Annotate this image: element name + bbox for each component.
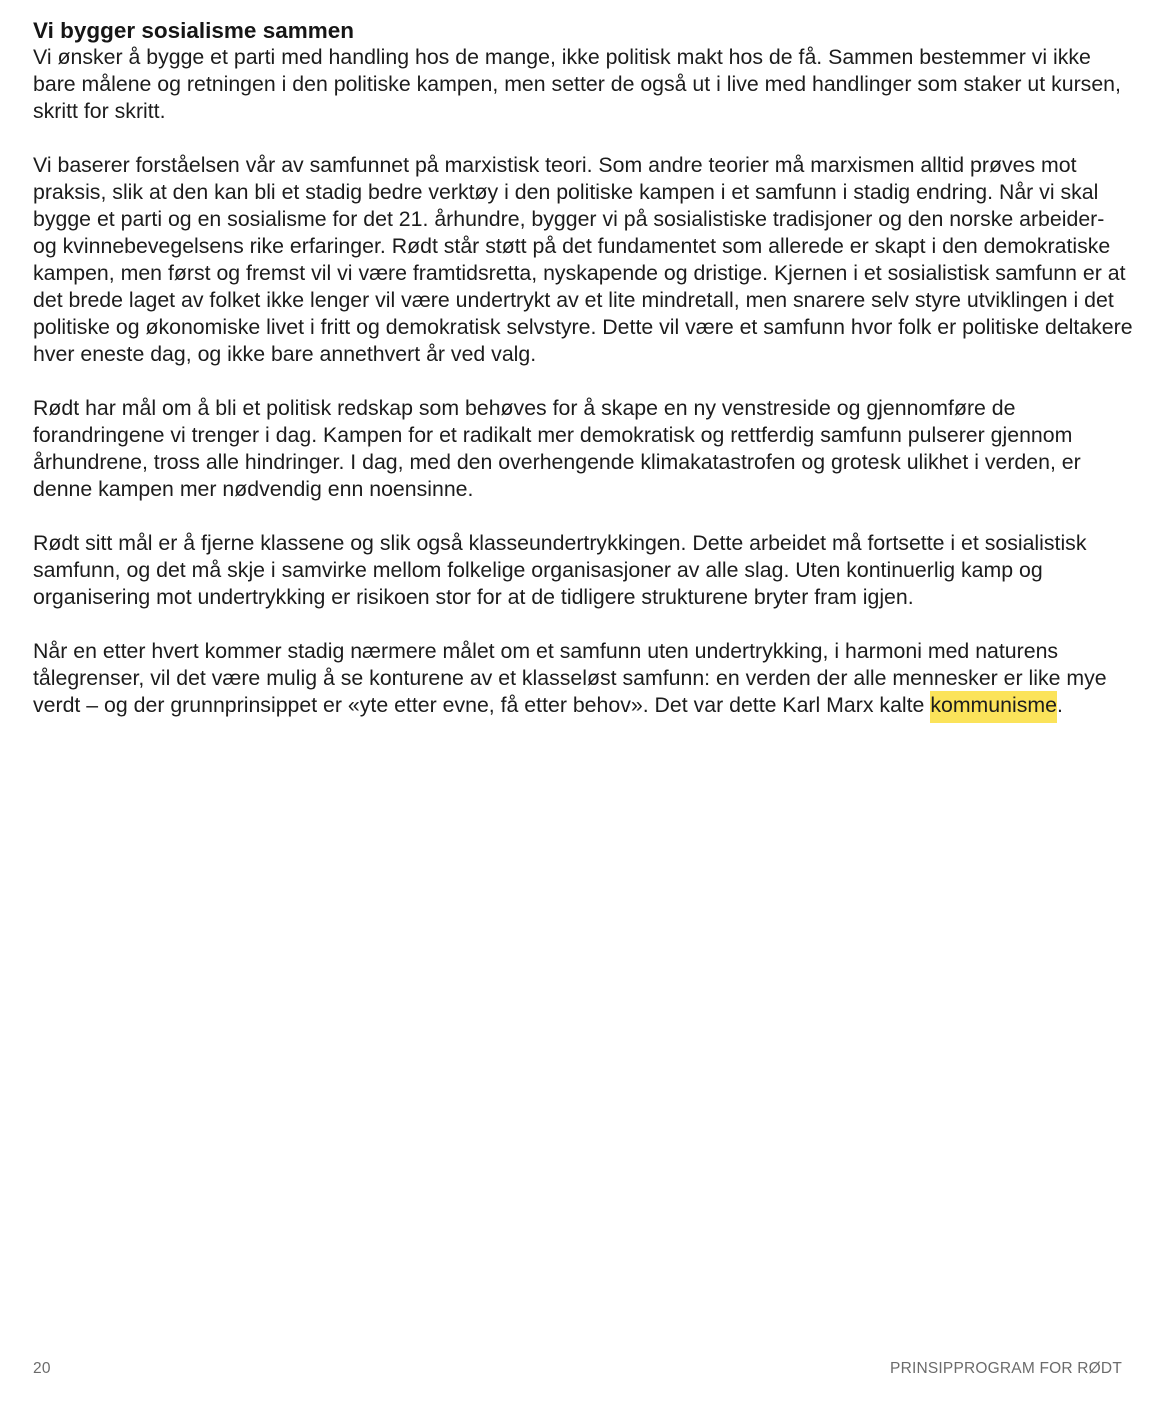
document-title: PRINSIPPROGRAM FOR RØDT	[890, 1360, 1122, 1377]
highlighted-term[interactable]: kommunisme	[930, 691, 1057, 723]
paragraph-1: Vi ønsker å bygge et parti med handling hos de mange, ikke politisk makt hos de få. Sammen bestemmer vi ikke bare målene og retningen i den politiske kampen, men setter de også ut i live med handlinger som staker ut kursen, skritt for skritt.	[33, 45, 1121, 123]
paragraph-5-end: .	[1056, 693, 1063, 717]
paragraph-5-text: Når en etter hvert kommer stadig nærmere målet om et samfunn uten undertrykking, i harmoni med naturens tålegrenser, vil det være mulig å se konturene av et klasseløst samfunn: en verden der alle mennesker er like mye verdt – og der grunnprinsippet er «yte etter evne, få etter behov». Det var dette Karl Marx kalte	[33, 639, 1107, 717]
paragraph-4: Rødt sitt mål er å fjerne klassene og slik også klasseundertrykkingen. Dette arbeidet må fortsette i et sosialistisk samfunn, og det må skje i samvirke mellom folkelige organisasjoner av alle slag. Uten kontinuerlig kamp og organisering mot undertrykking er risikoen stor for at de tidligere strukturene bryter fram igjen.	[33, 531, 1087, 609]
paragraph-3: Rødt har mål om å bli et politisk redskap som behøves for å skape en ny venstreside og gjennomføre de forandringene vi trenger i dag. Kampen for et radikalt mer demokratisk og rettferdig samfunn pulserer gjennom århundrene, tross alle hindringer. I dag, med den overhengende klimakatastrofen og grotesk ulikhet i verden, er denne kampen mer nødvendig enn noensinne.	[33, 396, 1081, 501]
paragraph-5	[33, 638, 1133, 719]
paragraph-2: Vi baserer forståelsen vår av samfunnet på marxistisk teori. Som andre teorier må marxismen alltid prøves mot praksis, slik at den kan bli et stadig bedre verktøy i den politiske kampen i et samfunn i stadig endring. Når vi skal bygge et parti og en sosialisme for det 21. århundre, bygger vi på sosialistiske tradisjoner og den norske arbeider- og kvinnebevegelsens rike erfaringer. Rødt står støtt på det fundamentet som allerede er skapt i den demokratiske kampen, men først og fremst vil vi være framtidsretta, nyskapende og dristige. Kjernen i et sosialistisk samfunn er at det brede laget av folket ikke lenger vil være undertrykt av et lite mindretall, men snarere selv styre utviklingen i det politiske og økonomiske livet i fritt og demokratisk selvstyre. Dette vil være et samfunn hvor folk er politiske deltakere hver eneste dag, og ikke bare annethvert år ved valg.	[33, 153, 1133, 366]
section-heading: Vi bygger sosialisme sammen	[33, 18, 354, 43]
document-page	[33, 17, 1133, 746]
page-number: 20	[33, 1360, 51, 1377]
